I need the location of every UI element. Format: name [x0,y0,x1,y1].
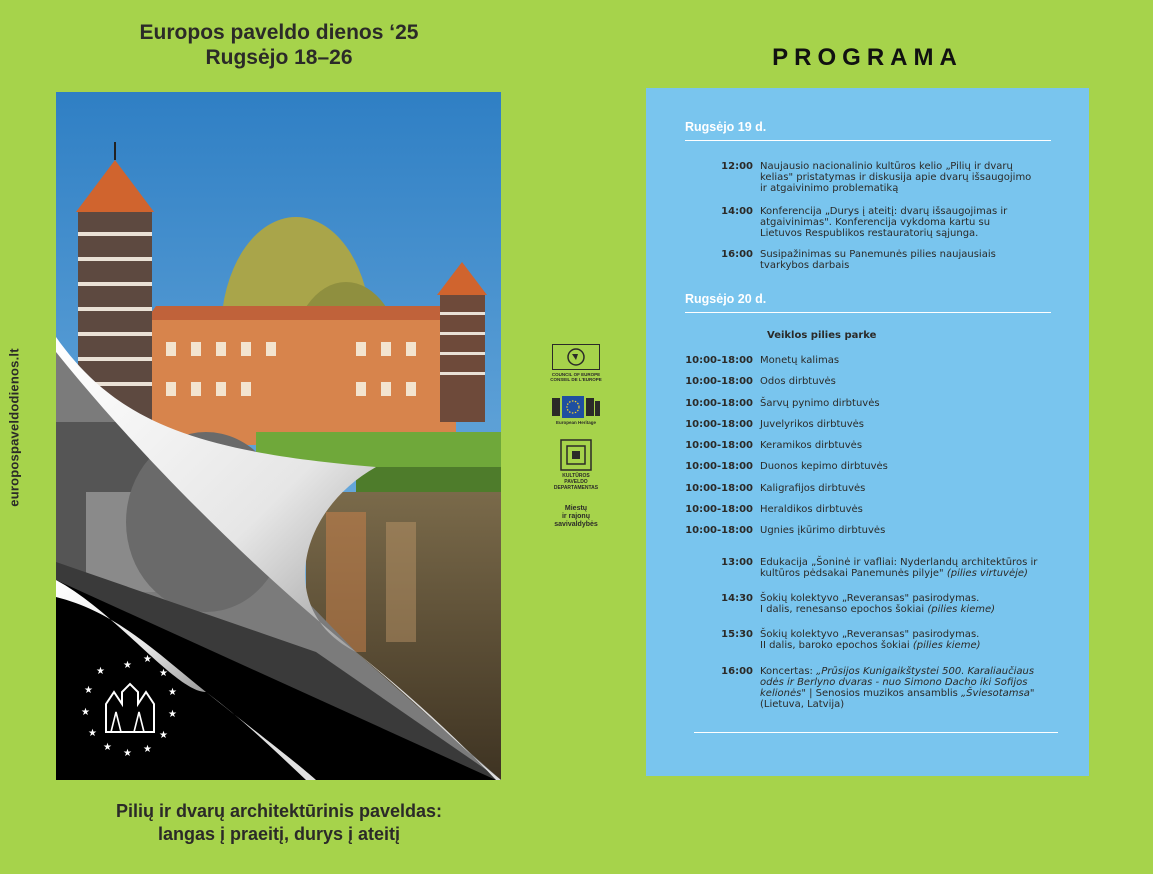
council-of-europe-logo [548,344,604,382]
schedule-item [646,206,1060,239]
svg-text:★: ★ [103,742,112,753]
municipalities-label [554,505,598,529]
svg-text:★: ★ [123,660,132,671]
svg-text:★: ★ [159,668,168,679]
event-time: 12:00 [721,161,753,172]
schedule-item [646,249,1060,271]
svg-text:★: ★ [123,748,132,759]
castle-photo [56,92,501,780]
svg-text:★: ★ [168,709,177,720]
workshop-item: 10:00-18:00 Keramikos dirbtuvės [685,440,863,451]
event-desc: Susipažinimas su Panemunės pilies naujausiais tvarkybos darbais [760,249,996,271]
program-panel [646,88,1089,776]
event-time: 14:00 [721,206,753,217]
mun-line-2: ir rajonų [561,513,590,520]
schedule-item [646,161,1060,194]
svg-text:★: ★ [168,687,177,698]
event-desc: Konferencija „Durys į ateitį: dvarų išsaugojimas ir atgaivinimas". Konferencija vykdoma kartu su Lietuvos Respublikos restauratorių sąjunga. [760,206,1008,239]
svg-text:★: ★ [96,666,105,677]
sponsor-logos [548,344,604,529]
header-title [56,20,502,70]
svg-text:★: ★ [159,730,168,741]
council-caption: COUNCIL OF EUROPE CONSEIL DE L'EUROPE [550,372,602,382]
workshop-item: 10:00-18:00 Šarvų pynimo dirbtuvės [685,398,880,409]
header-line-2: Rugsėjo 18–26 [205,46,353,69]
bottom-divider [694,732,1058,733]
program-title: PROGRAMA [772,44,963,71]
footer-line-2: langas į praeitį, durys į ateitį [157,824,401,844]
schedule-item: 16:00 Koncertas: „Prūsijos Kunigaikštystei 500. Karaliaučiaus odės ir Berlyno dvaras - nuo Simono Dacho iki Sofijos kelionės" | Senosios muzikos ansamblis „Šviesotamsa" (Lietuva, Latvija) [721,666,1035,710]
castle-illustration [56,92,501,780]
svg-text:★: ★ [143,654,152,665]
workshop-item: 10:00-18:00 Heraldikos dirbtuvės [685,504,863,515]
eu-caption: European Heritage [555,420,596,425]
schedule-item: 15:30 Šokių kolektyvo „Reveransas" pasirodymas. II dalis, baroko epochos šokiai (pilies kieme) [721,629,981,651]
event-desc: Naujausio nacionalinio kultūros kelio „Pilių ir dvarų kelias" pristatymas ir diskusija apie dvarų išsaugojimo ir atgaivinimo problematiką [760,161,1032,194]
mun-line-1: Miestų [564,505,588,512]
mun-line-3: savivaldybės [554,521,598,528]
eu-flag-icon [552,396,600,418]
day1-heading: Rugsėjo 19 d. [685,120,1051,141]
schedule-item: 14:30 Šokių kolektyvo „Reveransas" pasirodymas. I dalis, renesanso epochos šokiai (pilies kieme) [721,593,996,615]
kpd-line-3: DEPARTAMENTAS [553,485,599,491]
kpd-line-2: PAVELDO [564,479,588,485]
workshop-item: 10:00-18:00 Kaligrafijos dirbtuvės [685,483,866,494]
event-time: 16:00 [721,249,753,260]
european-heritage-logo [552,396,600,425]
header-line-1: Europos paveldo dienos ‘25 [139,21,419,44]
workshop-item: 10:00-18:00 Monetų kalimas [685,355,840,366]
svg-text:★: ★ [88,728,97,739]
day2-heading: Rugsėjo 20 d. [685,292,1051,313]
svg-text:★: ★ [143,744,152,755]
workshop-item: 10:00-18:00 Juvelyrikos dirbtuvės [685,419,865,430]
kpd-line-1: KULTŪROS [562,473,590,479]
schedule-item: 13:00 Edukacija „Šoninė ir vafliai: Nyderlandų architektūros ir kultūros pėdsakai Panemunės pilyje" (pilies virtuvėje) [721,557,1038,579]
workshop-item: 10:00-18:00 Odos dirbtuvės [685,376,836,387]
heritage-department-logo [554,439,598,491]
park-activities-heading: Veiklos pilies parke [767,330,877,341]
workshop-item: 10:00-18:00 Ugnies įkūrimo dirbtuvės [685,525,886,536]
kpd-emblem-icon [560,439,592,471]
council-of-europe-icon [552,344,600,370]
footer-line-1: Pilių ir dvarų architektūrinis paveldas: [115,801,443,821]
workshop-item: 10:00-18:00 Duonos kepimo dirbtuvės [685,461,888,472]
svg-text:★: ★ [84,685,93,696]
svg-text:★: ★ [81,707,90,718]
side-website-url: europospaveldodienos.lt [6,348,22,507]
footer-title [40,800,518,846]
